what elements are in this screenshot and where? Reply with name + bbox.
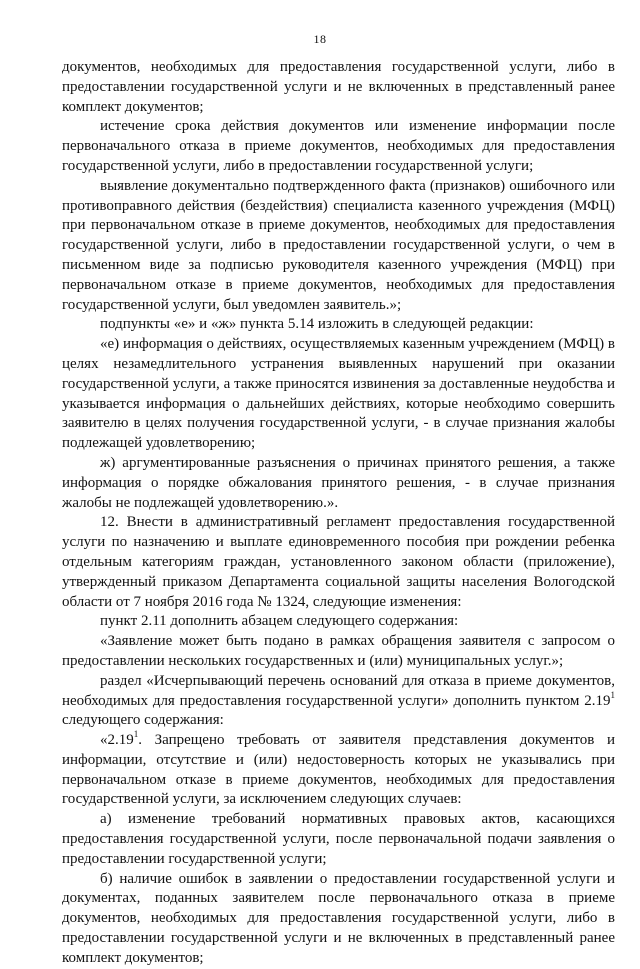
paragraph-text: «Заявление может быть подано в рамках обращения заявителя с запросом о предоставлении нескольких государственных и (или) муниципальных услуг.»; [62, 633, 615, 669]
paragraph-text: пункт 2.11 дополнить абзацем следующего содержания: [100, 613, 459, 630]
paragraph [62, 810, 615, 869]
paragraph-text: истечение срока действия документов или изменение информации после первоначального отказа в приеме документов, необходимых для предоставления государственной услуги, либо в предоставлении государственной услуги; [62, 118, 615, 174]
paragraph [62, 58, 615, 117]
document-body [62, 58, 615, 969]
paragraph-text: б) наличие ошибок в заявлении о предоставлении государственной услуги и документах, поданных заявителем после первоначального отказа в приеме документов, необходимых для предоставления государственной услуги, либо в предоставлении государственной услуги и не включенных в представленный ранее комплект документов; [62, 870, 615, 966]
paragraph [62, 117, 615, 176]
superscript: 1 [610, 689, 615, 700]
paragraph [62, 335, 615, 454]
paragraph-text-tail: следующего содержания: [62, 712, 224, 729]
paragraph [62, 870, 615, 969]
paragraph-text: «2.19 [100, 732, 134, 749]
paragraph [62, 454, 615, 513]
paragraph-text: подпункты «е» и «ж» пункта 5.14 изложить в следующей редакции: [100, 316, 534, 333]
paragraph-text: раздел «Исчерпывающий перечень оснований для отказа в приеме документов, необходимых для предоставления государственной услуги» дополнить пунктом 2.19 [62, 672, 615, 709]
paragraph [62, 632, 615, 672]
paragraph [62, 612, 615, 632]
paragraph-text: выявление документально подтвержденного факта (признаков) ошибочного или противоправного действия (бездействия) специалиста казенного учреждения (МФЦ) при первоначальном отказе в приеме документов, необходимых для предоставления государственной услуги, либо в предоставлении государственной услуги, о чем в письменном виде за подписью руководителя казенного учреждения (МФЦ) при первоначальном отказе в приеме документов, необходимых для предоставления государственной услуги, был уведомлен заявитель.»; [62, 177, 615, 313]
paragraph [62, 315, 615, 335]
paragraph-text: 12. Внести в административный регламент предоставления государственной услуги по назначению и выплате единовременного пособия при рождении ребенка отдельным категориям граждан, установленного законом области (приложение), утвержденный приказом Департамента социальной защиты населения Вологодской области от 7 ноября 2016 года № 1324, следующие изменения: [62, 514, 615, 610]
paragraph [62, 731, 615, 810]
paragraph [62, 177, 615, 316]
paragraph-text: «е) информация о действиях, осуществляемых казенным учреждением (МФЦ) в целях незамедлительного устранения выявленных нарушений при оказании государственной услуги, а также приносятся извинения за доставленные неудобства и указывается информация о дальнейших действиях, которые необходимо совершить заявителю в целях получения государственной услуги, - в случае признания жалобы подлежащей удовлетворению; [62, 336, 615, 452]
paragraph [62, 672, 615, 731]
paragraph-text: документов, необходимых для предоставления государственной услуги, либо в предоставлении государственной услуги и не включенных в представленный ранее комплект документов; [62, 59, 615, 115]
superscript: 1 [133, 729, 139, 740]
paragraph-text: а) изменение требований нормативных правовых актов, касающихся предоставления государственной услуги, после первоначальной подачи заявления о предоставлении государственной услуги; [62, 811, 615, 867]
page-number: 18 [313, 32, 327, 46]
paragraph-text-tail: . Запрещено требовать от заявителя представления документов и информации, отсутствие и (или) недостоверность которых не указывались при первоначальном отказе в приеме документов, необходимых для предоставления государственной услуги, за исключением следующих случаев: [62, 732, 615, 808]
paragraph-text: ж) аргументированные разъяснения о причинах принятого решения, а также информация о порядке обжалования принятого решения, - в случае признания жалобы не подлежащей удовлетворению.». [62, 454, 615, 511]
paragraph [62, 513, 615, 612]
